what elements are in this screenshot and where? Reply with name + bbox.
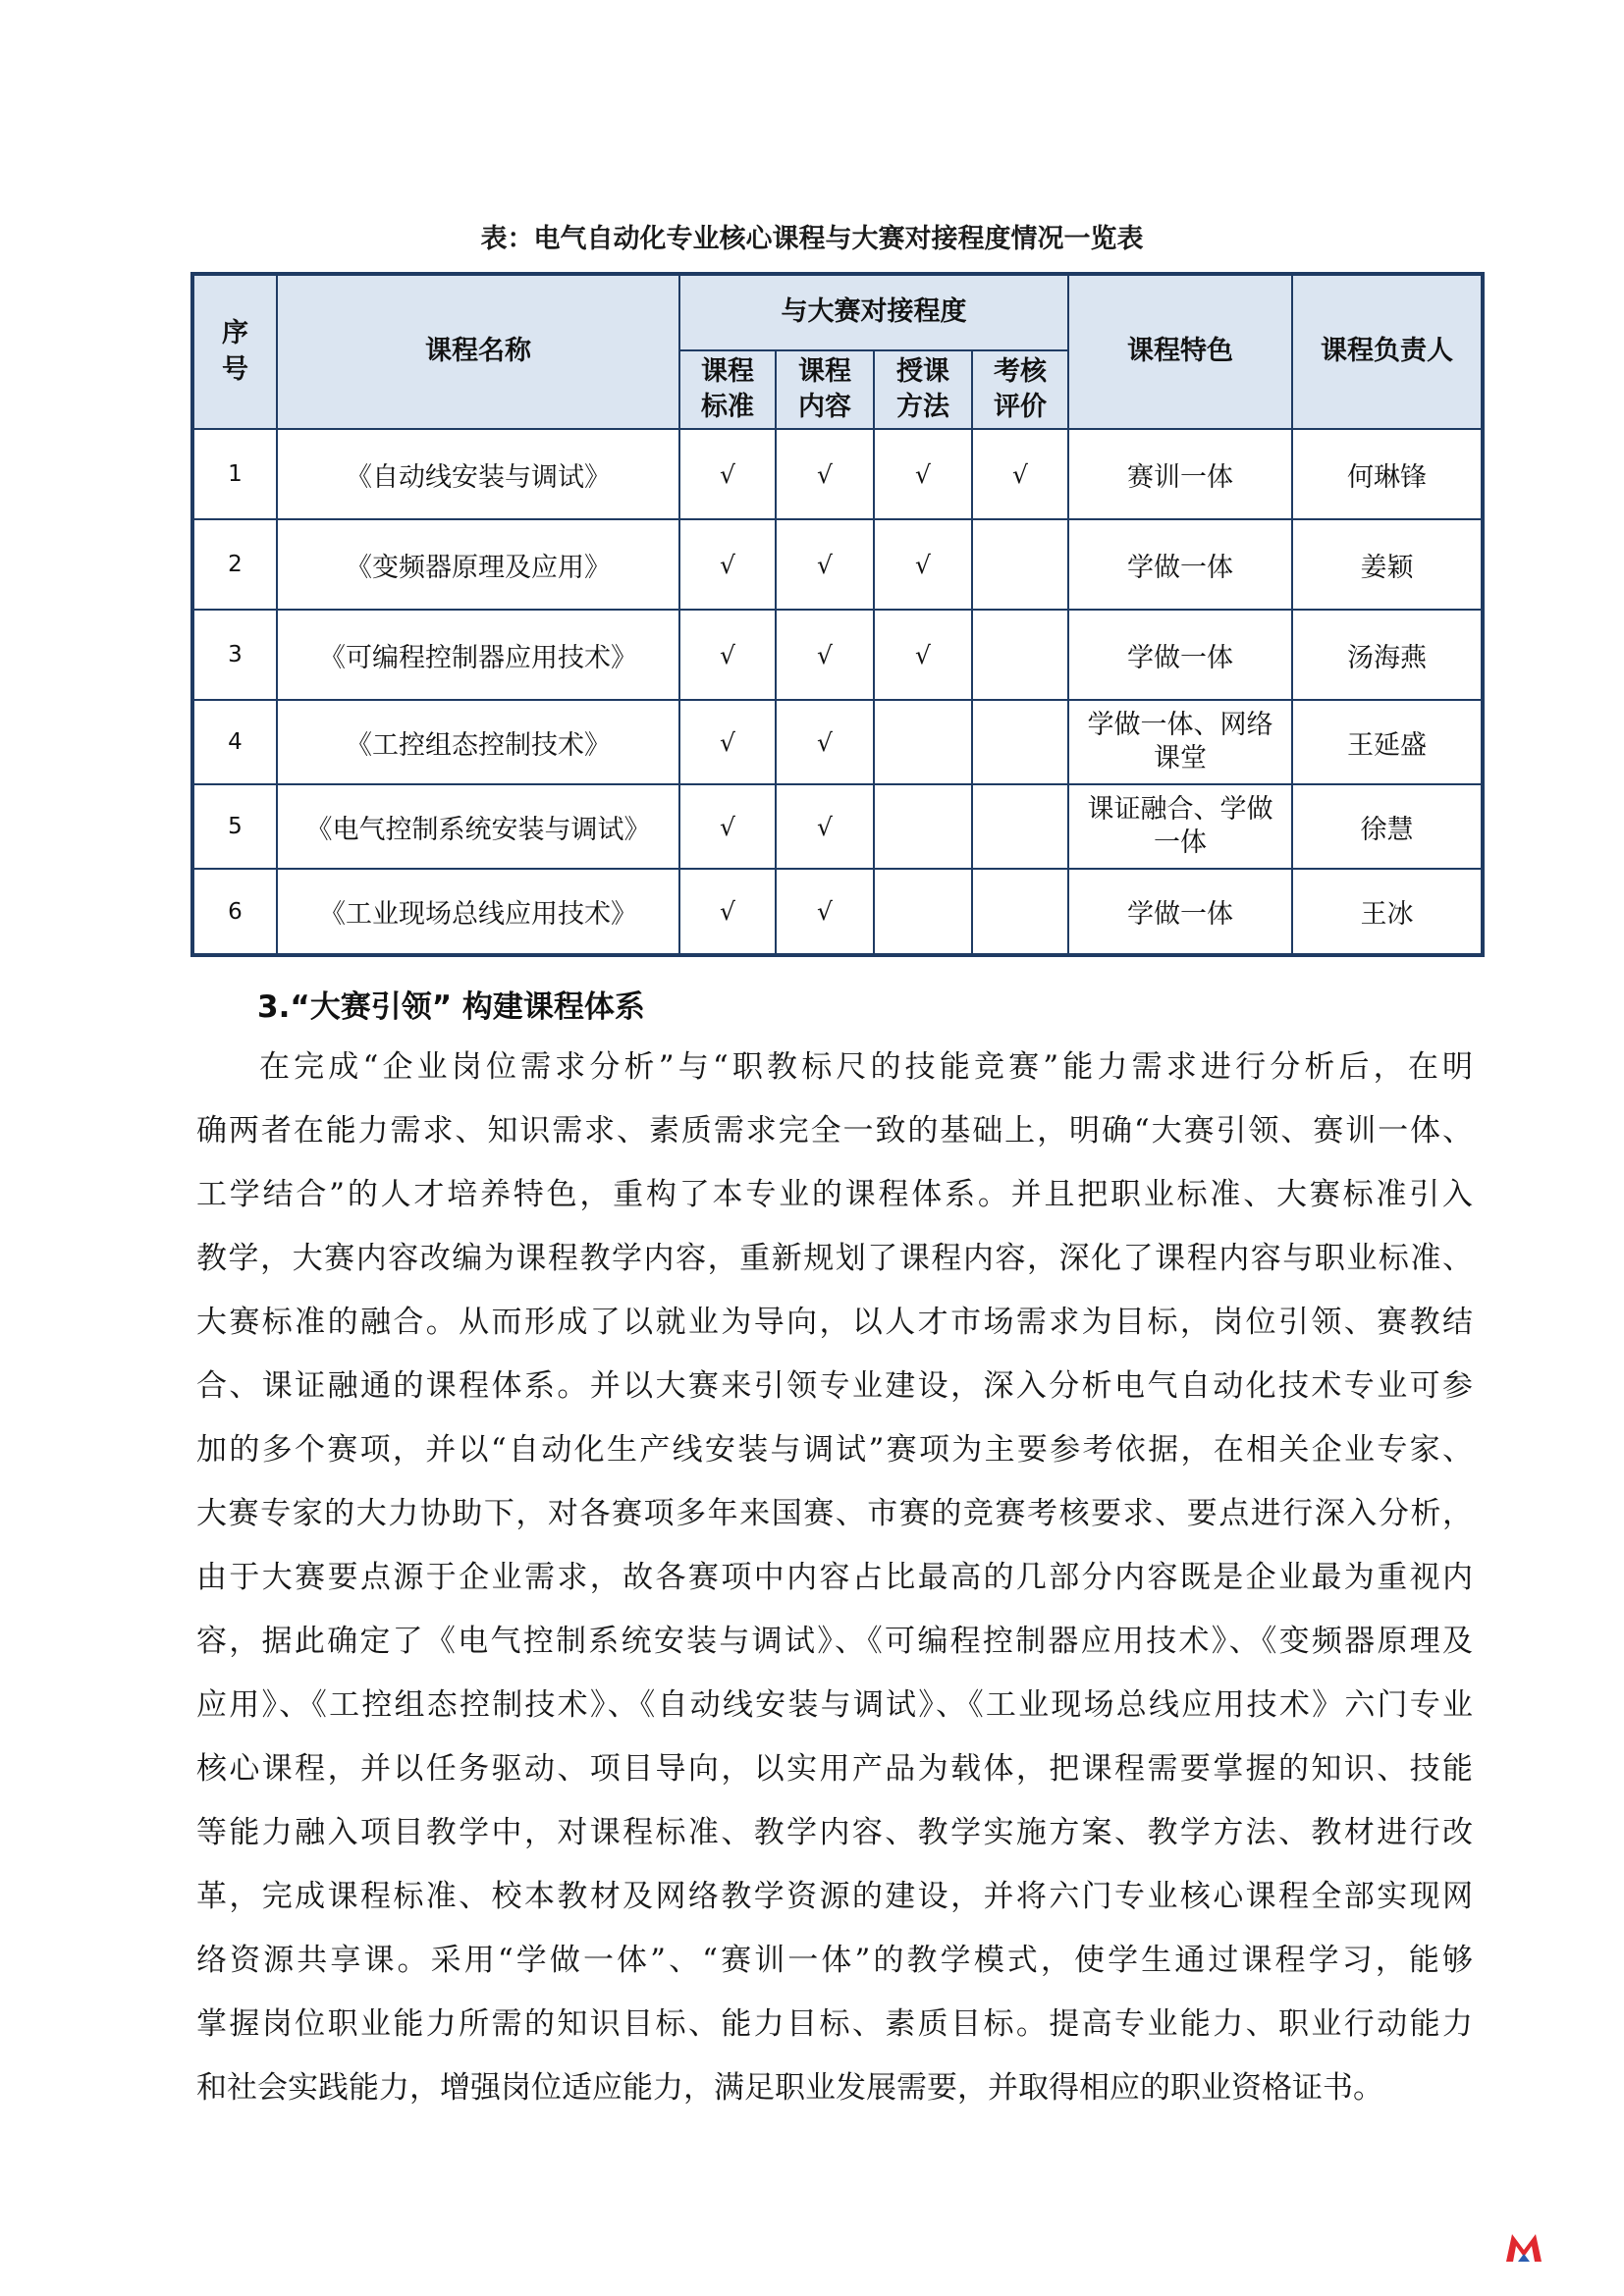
cell-check-assessment <box>972 784 1068 869</box>
cell-check-standard: √ <box>679 429 776 519</box>
cell-course-name: 《自动线安装与调试》 <box>277 429 679 519</box>
cell-check-standard: √ <box>679 869 776 955</box>
table-row <box>192 700 1483 784</box>
cell-check-assessment: √ <box>972 429 1068 519</box>
header-course-name: 课程名称 <box>277 274 679 429</box>
table-caption: 表：电气自动化专业核心课程与大赛对接程度情况一览表 <box>480 224 1144 254</box>
paragraph-line: 在完成“企业岗位需求分析”与“职教标尺的技能竞赛”能力需求进行分析后，在明 <box>259 1049 1473 1085</box>
paragraph-line: 教学，大赛内容改编为课程教学内容，重新规划了课程内容，深化了课程内容与职业标准、 <box>196 1241 1473 1276</box>
table-row <box>192 784 1483 869</box>
course-docking-table <box>190 272 1485 957</box>
cell-check-assessment <box>972 610 1068 700</box>
cell-check-standard: √ <box>679 519 776 610</box>
cell-check-standard: √ <box>679 784 776 869</box>
cell-seq: 6 <box>192 869 277 955</box>
header-sub-method: 授课方法 <box>874 350 972 429</box>
cell-check-method: √ <box>874 519 972 610</box>
cell-course-name: 《可编程控制器应用技术》 <box>277 610 679 700</box>
cell-check-content: √ <box>776 519 874 610</box>
cell-course-name: 《工业现场总线应用技术》 <box>277 869 679 955</box>
header-feature: 课程特色 <box>1068 274 1292 429</box>
paragraph-line: 大赛专家的大力协助下，对各赛项多年来国赛、市赛的竞赛考核要求、要点进行深入分析， <box>196 1496 1473 1531</box>
header-sub-assessment: 考核评价 <box>972 350 1068 429</box>
paragraph-line: 和社会实践能力，增强岗位适应能力，满足职业发展需要，并取得相应的职业资格证书。 <box>196 2070 1383 2106</box>
paragraph-line: 掌握岗位职业能力所需的知识目标、能力目标、素质目标。提高专业能力、职业行动能力 <box>196 2006 1473 2042</box>
paragraph-line: 确两者在能力需求、知识需求、素质需求完全一致的基础上，明确“大赛引领、赛训一体、 <box>196 1113 1473 1148</box>
cell-check-content: √ <box>776 784 874 869</box>
body-paragraph <box>196 1036 1473 2120</box>
header-sub-content: 课程内容 <box>776 350 874 429</box>
cell-course-name: 《变频器原理及应用》 <box>277 519 679 610</box>
paragraph-line: 合、课证融通的课程体系。并以大赛来引领专业建设，深入分析电气自动化技术专业可参 <box>196 1368 1473 1404</box>
header-owner: 课程负责人 <box>1292 274 1483 429</box>
paragraph-line: 革，完成课程标准、校本教材及网络教学资源的建设，并将六门专业核心课程全部实现网 <box>196 1879 1473 1914</box>
cell-course-name: 《工控组态控制技术》 <box>277 700 679 784</box>
cell-check-standard: √ <box>679 610 776 700</box>
cell-check-assessment <box>972 519 1068 610</box>
header-docking: 与大赛对接程度 <box>679 274 1068 350</box>
cell-seq: 2 <box>192 519 277 610</box>
paragraph-line: 核心课程，并以任务驱动、项目导向，以实用产品为载体，把课程需要掌握的知识、技能 <box>196 1751 1473 1787</box>
table-row <box>192 869 1483 955</box>
cell-owner: 王冰 <box>1292 869 1483 955</box>
paragraph-line: 由于大赛要点源于企业需求，故各赛项中内容占比最高的几部分内容既是企业最为重视内 <box>196 1560 1473 1595</box>
paragraph-line: 容，据此确定了《电气控制系统安装与调试》、《可编程控制器应用技术》、《变频器原理及 <box>196 1624 1473 1659</box>
header-sub-standard: 课程标准 <box>679 350 776 429</box>
cell-feature: 学做一体 <box>1068 869 1292 955</box>
cell-check-content: √ <box>776 610 874 700</box>
cell-check-method <box>874 869 972 955</box>
cell-check-content: √ <box>776 429 874 519</box>
cell-course-name: 《电气控制系统安装与调试》 <box>277 784 679 869</box>
cell-check-method: √ <box>874 610 972 700</box>
header-seq: 序号 <box>192 274 277 429</box>
cell-check-method: √ <box>874 429 972 519</box>
cell-check-content: √ <box>776 700 874 784</box>
cell-check-assessment <box>972 700 1068 784</box>
paragraph-line: 大赛标准的融合。从而形成了以就业为导向，以人才市场需求为目标，岗位引领、赛教结 <box>196 1305 1473 1340</box>
table-row <box>192 610 1483 700</box>
paragraph-line: 工学结合”的人才培养特色，重构了本专业的课程体系。并且把职业标准、大赛标准引入 <box>196 1177 1473 1212</box>
cell-owner: 何琳锋 <box>1292 429 1483 519</box>
cell-feature: 学做一体 <box>1068 610 1292 700</box>
paragraph-line: 加的多个赛项，并以“自动化生产线安装与调试”赛项为主要参考依据，在相关企业专家、 <box>196 1432 1473 1468</box>
table-row <box>192 429 1483 519</box>
cell-seq: 3 <box>192 610 277 700</box>
cell-feature: 赛训一体 <box>1068 429 1292 519</box>
cell-check-assessment <box>972 869 1068 955</box>
paragraph-line: 络资源共享课。采用“学做一体”、“赛训一体”的教学模式，使学生通过课程学习，能够 <box>196 1943 1473 1978</box>
cell-check-method <box>874 700 972 784</box>
cell-check-content: √ <box>776 869 874 955</box>
cell-owner: 王延盛 <box>1292 700 1483 784</box>
cell-seq: 5 <box>192 784 277 869</box>
cell-check-method <box>874 784 972 869</box>
cell-feature: 课证融合、学做一体 <box>1068 784 1292 869</box>
cell-seq: 1 <box>192 429 277 519</box>
paragraph-line: 等能力融入项目教学中，对课程标准、教学内容、教学实施方案、教学方法、教材进行改 <box>196 1815 1473 1850</box>
section-heading: 3.“大赛引领” 构建课程体系 <box>257 989 645 1025</box>
paragraph-line: 应用》、《工控组态控制技术》、《自动线安装与调试》、《工业现场总线应用技术》六门专业 <box>196 1687 1473 1723</box>
cell-owner: 汤海燕 <box>1292 610 1483 700</box>
cell-feature: 学做一体 <box>1068 519 1292 610</box>
publisher-logo-icon <box>1504 2230 1543 2264</box>
cell-owner: 徐慧 <box>1292 784 1483 869</box>
cell-owner: 姜颖 <box>1292 519 1483 610</box>
cell-check-standard: √ <box>679 700 776 784</box>
cell-seq: 4 <box>192 700 277 784</box>
cell-feature: 学做一体、网络课堂 <box>1068 700 1292 784</box>
table-row <box>192 519 1483 610</box>
